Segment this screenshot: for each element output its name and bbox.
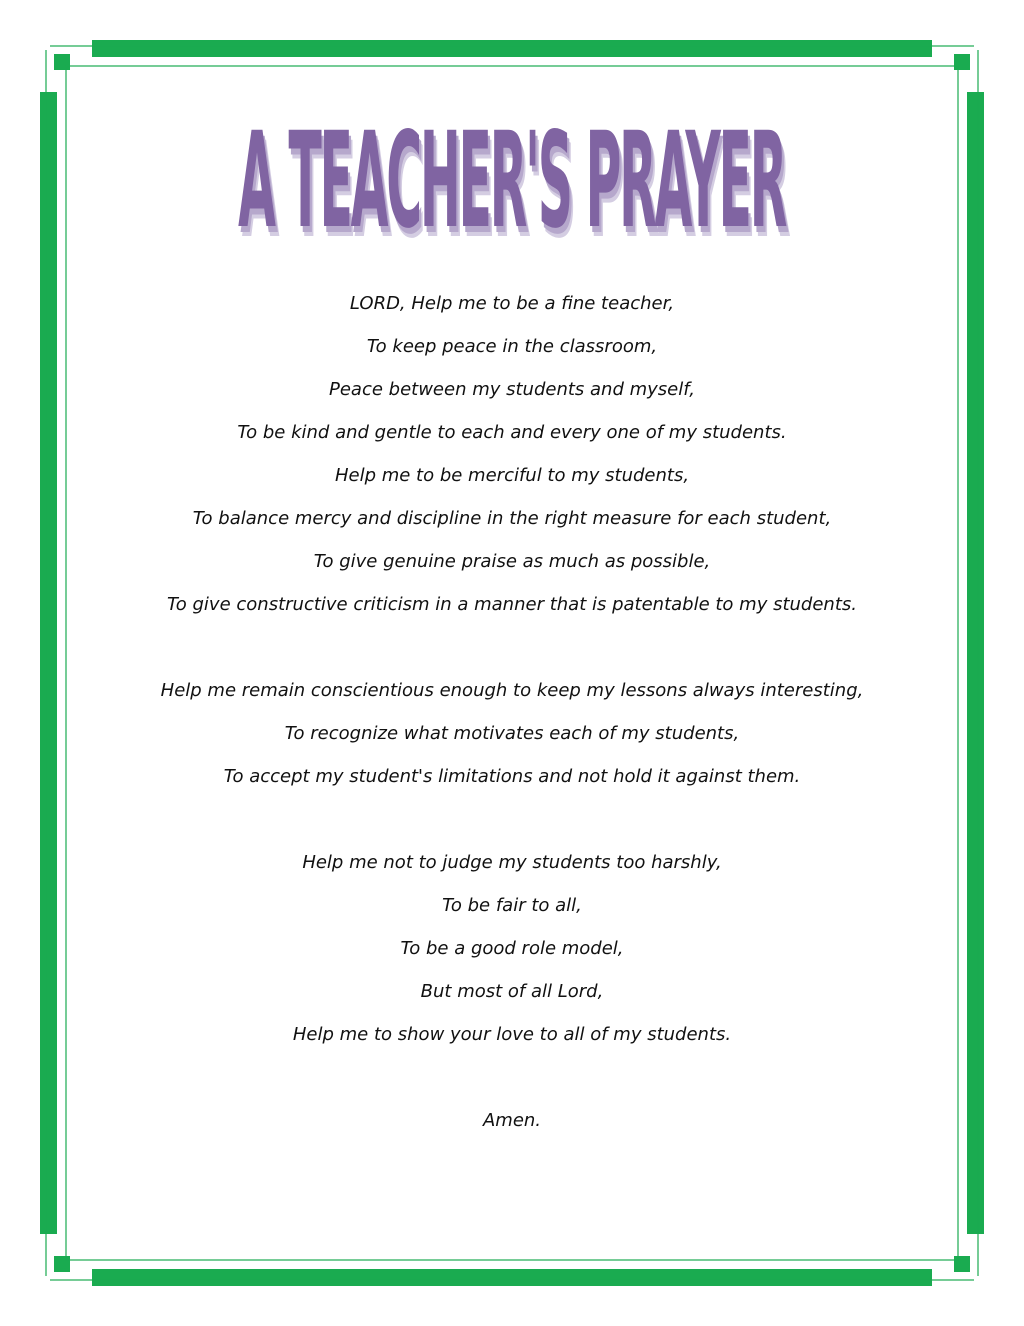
prayer-line: Help me remain conscientious enough to keep my lessons always interesting, [160, 680, 864, 701]
border-corner-tr [954, 54, 970, 70]
prayer-line: Help me not to judge my students too harshly, [302, 852, 722, 873]
prayer-line: Help me to show your love to all of my students. [292, 1024, 732, 1045]
prayer-line: Amen. [482, 1110, 542, 1131]
prayer-line: To balance mercy and discipline in the right measure for each student, [192, 508, 832, 529]
prayer-line: To be kind and gentle to each and every one of my students. [237, 422, 787, 443]
border-left-bar [40, 92, 57, 1234]
prayer-line: Peace between my students and myself, [329, 379, 695, 400]
prayer-line: LORD, Help me to be a fine teacher, [349, 293, 675, 314]
border-corner-tl [54, 54, 70, 70]
border-right-bar [967, 92, 984, 1234]
prayer-line: To give constructive criticism in a manner that is patentable to my students. [167, 594, 857, 615]
prayer-line: To accept my student's limitations and not hold it against them. [223, 766, 801, 787]
page-title [0, 104, 1024, 258]
prayer-line: To be fair to all, [442, 895, 582, 916]
prayer-line: To be a good role model, [400, 938, 624, 959]
border-corner-br [954, 1256, 970, 1272]
stanza-break [60, 1056, 964, 1099]
page-title-text: A TEACHER'S PRAYER [238, 104, 786, 258]
prayer-line: To recognize what motivates each of my students, [284, 723, 740, 744]
stanza-break [60, 798, 964, 841]
border-corner-bl [54, 1256, 70, 1272]
prayer-text [60, 282, 964, 1142]
prayer-line: Help me to be merciful to my students, [334, 465, 690, 486]
prayer-line: To keep peace in the classroom, [366, 336, 658, 357]
prayer-line: But most of all Lord, [420, 981, 604, 1002]
stanza-break [60, 626, 964, 669]
border-bottom-bar [92, 1269, 932, 1286]
prayer-line: To give genuine praise as much as possible, [313, 551, 711, 572]
